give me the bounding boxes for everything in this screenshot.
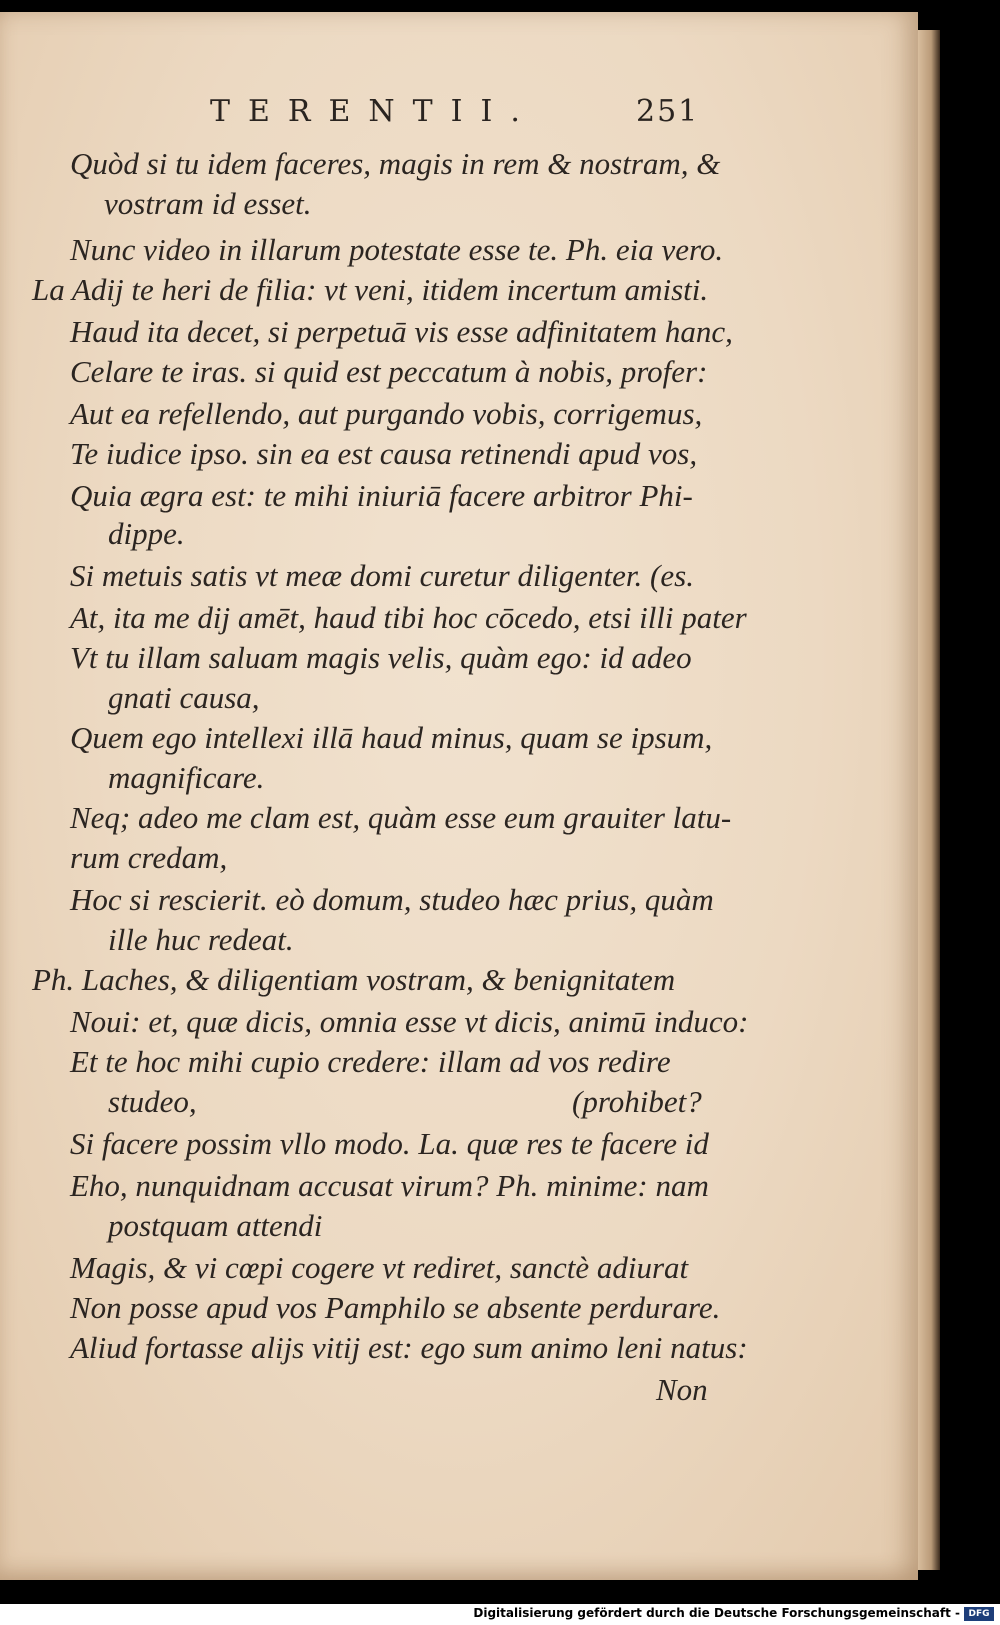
text-line: Quem ego intellexi illā haud minus, quam se ipsum, bbox=[70, 720, 713, 755]
text-line: Hoc si rescierit. eò domum, studeo hæc prius, quàm bbox=[70, 882, 714, 917]
page-header bbox=[0, 94, 918, 134]
text-line: dippe. bbox=[108, 516, 185, 551]
text-line: Noui: et, quæ dicis, omnia esse vt dicis, animū induco: bbox=[70, 1004, 749, 1039]
text-line: rum credam, bbox=[70, 840, 228, 875]
text-line: studeo, bbox=[108, 1084, 197, 1119]
page-number: 251 bbox=[636, 94, 700, 129]
text-line: Non posse apud vos Pamphilo se absente perdurare. bbox=[70, 1290, 721, 1325]
funding-notice: Digitalisierung gefördert durch die Deutsche Forschungsgemeinschaft - bbox=[473, 1606, 960, 1620]
page-edge bbox=[918, 30, 940, 1570]
text-line: Vt tu illam saluam magis velis, quàm ego: id adeo bbox=[70, 640, 692, 675]
text-line: Quòd si tu idem faceres, magis in rem & nostram, & bbox=[70, 146, 721, 181]
text-line: Si facere possim vllo modo. La. quæ res te facere id bbox=[70, 1126, 709, 1161]
text-line: Nunc video in illarum potestate esse te. Ph. eia vero. bbox=[70, 232, 724, 267]
text-line: (prohibet? bbox=[572, 1084, 702, 1119]
footer-bar bbox=[0, 1604, 1000, 1625]
text-line: Ph. Laches, & diligentiam vostram, & benignitatem bbox=[32, 962, 676, 997]
catchword: Non bbox=[656, 1372, 708, 1407]
running-head: TERENTII. bbox=[210, 94, 538, 129]
text-line: Eho, nunquidnam accusat virum? Ph. minime: nam bbox=[70, 1168, 709, 1203]
dfg-logo: DFG bbox=[964, 1607, 994, 1621]
text-line: Quia ægra est: te mihi iniuriā facere arbitror Phi- bbox=[70, 478, 693, 513]
text-line: La Adij te heri de filia: vt veni, itidem incertum amisti. bbox=[32, 272, 709, 307]
text-line: Magis, & vi cœpi cogere vt rediret, sanctè adiurat bbox=[70, 1250, 689, 1285]
text-line: vostram id esset. bbox=[104, 186, 312, 221]
text-line: Et te hoc mihi cupio credere: illam ad vos redire bbox=[70, 1044, 671, 1079]
text-line: Neq; adeo me clam est, quàm esse eum grauiter latu- bbox=[70, 800, 732, 835]
text-line: gnati causa, bbox=[108, 680, 260, 715]
text-line: Haud ita decet, si perpetuā vis esse adfinitatem hanc, bbox=[70, 314, 733, 349]
text-line: Celare te iras. si quid est peccatum à nobis, profer: bbox=[70, 354, 708, 389]
text-line: Si metuis satis vt meæ domi curetur diligenter. (es. bbox=[70, 558, 694, 593]
text-line: At, ita me dij amēt, haud tibi hoc cōcedo, etsi illi pater bbox=[70, 600, 747, 635]
text-line: ille huc redeat. bbox=[108, 922, 294, 957]
text-line: magnificare. bbox=[108, 760, 265, 795]
text-line: postquam attendi bbox=[108, 1208, 323, 1243]
book-page bbox=[0, 12, 918, 1580]
text-line: Aut ea refellendo, aut purgando vobis, corrigemus, bbox=[70, 396, 703, 431]
text-line: Te iudice ipso. sin ea est causa retinendi apud vos, bbox=[70, 436, 698, 471]
text-line: Aliud fortasse alijs vitij est: ego sum animo leni natus: bbox=[70, 1330, 748, 1365]
